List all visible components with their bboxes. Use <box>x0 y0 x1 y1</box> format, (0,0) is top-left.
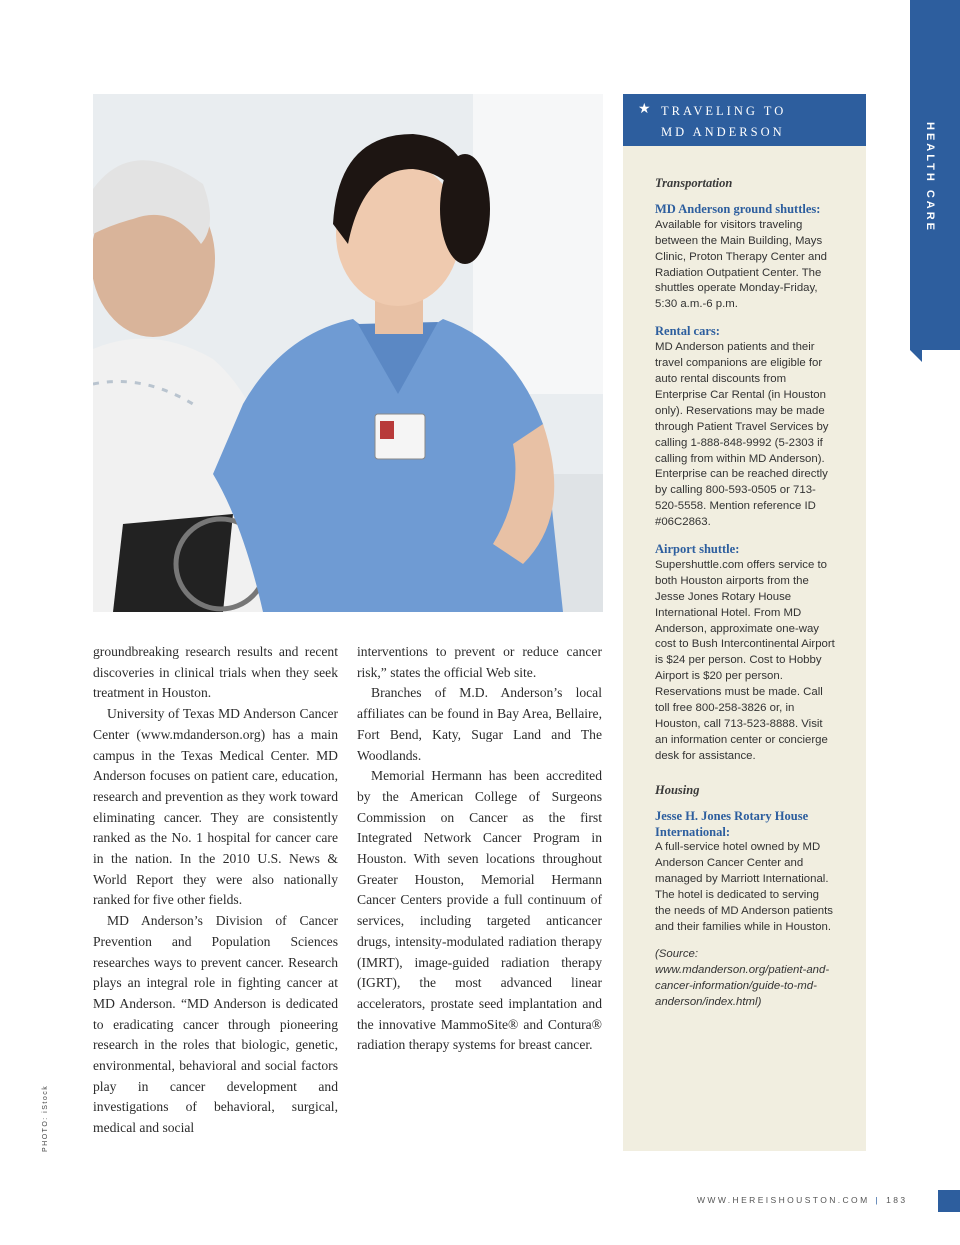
hotel-text: A full-service hotel owned by MD Anderson Cancer Center and managed by Marriott International. The hotel is dedicated to serving the needs of MD Anderson patients and their families while in Houston. <box>655 841 833 933</box>
paragraph: groundbreaking research results and recent discoveries in clinical trials when they seek treatment in Houston. <box>93 644 338 701</box>
rental-title: Rental cars: <box>655 324 720 339</box>
transportation-heading: Transportation <box>655 176 733 190</box>
page-corner-tab <box>938 1190 960 1212</box>
travel-sidebar <box>623 94 866 1151</box>
article-photo <box>93 94 603 612</box>
source-note: (Source: www.mdanderson.org/patient-and-cancer-information/guide-to-md-anderson/index.html) <box>655 947 830 1008</box>
sidebar-title-line-2: MD ANDERSON <box>661 125 785 139</box>
sidebar-header <box>623 94 866 146</box>
shuttles-text: Available for visitors traveling between the Main Building, Mays Clinic, Proton Therapy Center and Radiation Outpatient Center. The shuttles operate Monday-Friday, 5:30 a.m.-6 p.m. <box>655 218 828 311</box>
star-icon: ★ <box>638 101 651 117</box>
sidebar-title-line-1: TRAVELING TO <box>661 104 787 118</box>
article-column-2 <box>357 642 602 1056</box>
photo-credit: PHOTO: iStock <box>42 1084 49 1152</box>
section-tab-label: HEALTH CARE <box>924 122 936 234</box>
page-number: 183 <box>886 1195 908 1205</box>
paragraph: University of Texas MD Anderson Cancer Center (www.mdanderson.org) has a main campus in the Texas Medical Center. MD Anderson focuses on patient care, education, research and prevention as they work toward eliminating cancer. They are consistently ranked as the No. 1 hospital for cancer care in the nation. In the 2010 U.S. News & World Report they were also nationally ranked for five other fields. <box>93 706 338 908</box>
rental-text: MD Anderson patients and their travel companions are eligible for auto rental discounts from Enterprise Car Rental (in Houston only). Reservations may be made through Patient Travel Services by calling 1-888-848-9992 (5-2303 if calling from within MD Anderson). Enterprise can be reached directly by calling 800-593-0505 or 713-520-5558. Mention reference ID #06C2863. <box>655 341 829 529</box>
paragraph: Memorial Hermann has been accredited by the American College of Surgeons Commission on Cancer as the first Integrated Network Cancer Program in Houston. With seven locations throughout Greater Houston, Memorial Hermann Cancer Centers provide a full continuum of services, including targeted anticancer drugs, intensity-modulated radiation therapy (IMRT), image-guided radiation therapy (IGRT), the most advanced linear accelerators, prostate seed implantation and the innovative MammoSite® and Contura® radiation therapy systems for breast cancer. <box>357 768 602 1053</box>
paragraph: Branches of M.D. Anderson’s local affiliates can be found in Bay Area, Bellaire, Fort Bend, Katy, Sugar Land and The Woodlands. <box>357 685 602 763</box>
article-column-1 <box>93 642 338 1139</box>
page-footer <box>697 1195 908 1205</box>
shuttles-title: MD Anderson ground shuttles: <box>655 201 821 216</box>
airport-text: Supershuttle.com offers service to both Houston airports from the Jesse Jones Rotary House International Hotel. From MD Anderson, approximate one-way cost to Bush Intercontinental Airport is $24 per person. Cost to Hobby Airport is $20 per person. Reservations must be made. Call toll free 800-258-3826 or, in Houston, call 713-523-8888. Visit an information center or concierge desk for assistance. <box>655 558 835 762</box>
housing-heading: Housing <box>655 782 700 797</box>
sidebar-content <box>655 176 837 1011</box>
footer-separator: | <box>875 1195 881 1205</box>
sidebar-title <box>661 101 861 143</box>
paragraph: MD Anderson’s Division of Cancer Prevention and Population Sciences researches ways to prevent cancer. Research plays an integral role in fighting cancer at MD Anderson. “MD Anderson is dedicated to eradicating cancer through pioneering research in the roles that biologic, genetic, environmental, behavioral and social factors play in cancer development and investigations of behavioral, surgical, medical and social <box>93 913 338 1136</box>
paragraph: interventions to prevent or reduce cancer risk,” states the official Web site. <box>357 644 602 680</box>
nurse-patient-illustration <box>93 94 603 612</box>
airport-title: Airport shuttle: <box>655 542 740 557</box>
footer-url: WWW.HEREISHOUSTON.COM <box>697 1195 870 1205</box>
hotel-title: Jesse H. Jones Rotary House International: <box>655 808 809 839</box>
